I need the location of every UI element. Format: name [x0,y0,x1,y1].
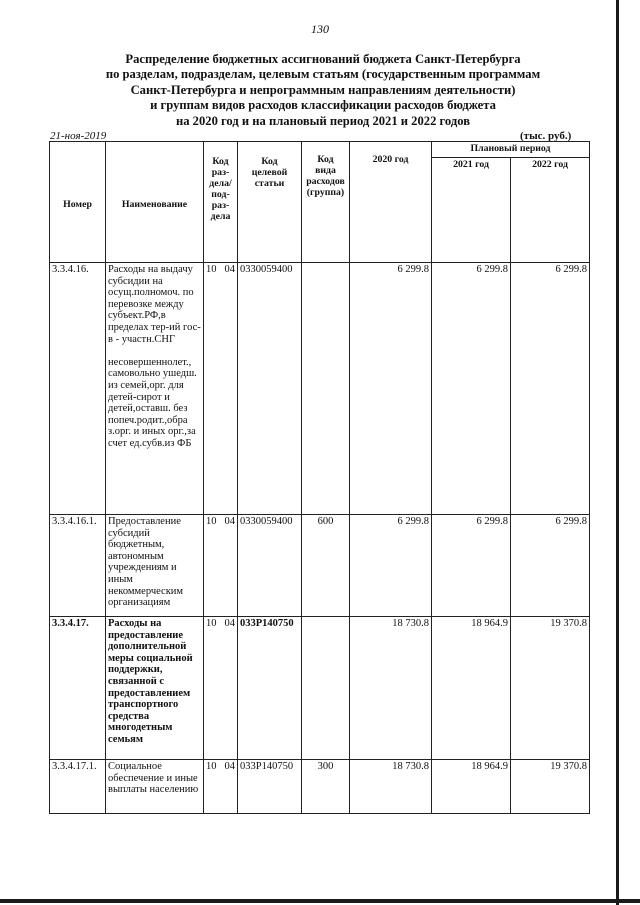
row-number: 3.3.4.17. [50,617,106,760]
row-value-2021: 18 964.9 [432,617,511,760]
row-subsection: 04 [224,761,235,772]
row-target-code: 0330059400 [238,263,302,515]
row-value-2020: 6 299.8 [350,263,432,515]
row-section: 10 [206,516,217,527]
row-target-code: 033P140750 [238,760,302,814]
row-value-2020: 18 730.8 [350,617,432,760]
title-line: Санкт-Петербурга и непрограммным направлениям деятельности) [130,82,516,97]
document-date: 21-ноя-2019 [50,130,107,142]
budget-table [49,141,590,814]
row-section: 10 [206,618,217,629]
row-subsection: 04 [224,264,235,275]
scan-border-bottom [0,899,640,903]
table-row [50,617,590,760]
row-value-2022: 6 299.8 [511,515,590,617]
row-subsection: 04 [224,516,235,527]
header-plan-period: Плановый период [432,142,590,158]
row-section-code [204,617,238,760]
header-name: Наименование [106,142,204,263]
row-value-2021: 18 964.9 [432,760,511,814]
row-name: Предоставление субсидий бюджетным, автономным учреждениям и иным некоммерческим организациям [106,515,204,617]
row-target-code: 033P140750 [238,617,302,760]
page-number: 130 [311,22,329,36]
row-name: Расходы на предоставление дополнительной меры социальной поддержки, связанной с предоставлением транспортного средства многодетным семьям [106,617,204,760]
document-title [40,52,606,129]
row-value-2022: 6 299.8 [511,263,590,515]
title-line: Распределение бюджетных ассигнований бюджета Санкт-Петербурга [125,52,521,66]
row-value-2020: 18 730.8 [350,760,432,814]
row-expense-type [302,617,350,760]
row-target-code: 0330059400 [238,515,302,617]
row-name: Социальное обеспечение и иные выплаты населению [106,760,204,814]
row-expense-type: 600 [302,515,350,617]
row-value-2021: 6 299.8 [432,263,511,515]
header-year-2021: 2021 год [432,158,511,263]
row-expense-type: 300 [302,760,350,814]
row-number: 3.3.4.17.1. [50,760,106,814]
row-value-2022: 19 370.8 [511,617,590,760]
row-section-code [204,515,238,617]
row-section-code [204,760,238,814]
table-row [50,263,590,515]
header-target-code: Код целевой статьи [238,142,302,263]
header-expense-type-code: Код вида расходов (группа) [302,142,350,263]
table-row [50,515,590,617]
row-subsection: 04 [224,618,235,629]
row-number: 3.3.4.16. [50,263,106,515]
scan-border-right [616,0,619,905]
row-section: 10 [206,264,217,275]
header-number: Номер [50,142,106,263]
row-value-2022: 19 370.8 [511,760,590,814]
header-year-2022: 2022 год [511,158,590,263]
header-year-2020: 2020 год [350,142,432,263]
row-section: 10 [206,761,217,772]
title-line: по разделам, подразделам, целевым статьям (государственным программам [105,67,541,82]
row-section-code [204,263,238,515]
table-header-row [50,142,590,158]
row-number: 3.3.4.16.1. [50,515,106,617]
row-expense-type [302,263,350,515]
row-value-2021: 6 299.8 [432,515,511,617]
title-line: и группам видов расходов классификации расходов бюджета [150,98,496,113]
row-name: Расходы на выдачу субсидии на осущ.полномоч. по перевозке между субъект.РФ,в пределах тер-ий гос-в - участн.СНГ несовершеннолет., самовольно ушедш. из семей,орг. для детей-сирот и детей,оставш. без попеч.родит.,обра з.орг. и иных орг.,за счет ед.субв.из ФБ [106,263,204,515]
units-label: (тыс. руб.) [520,130,572,142]
row-value-2020: 6 299.8 [350,515,432,617]
header-section-code: Код раз- дела/ под- раз- дела [204,142,238,263]
title-line: на 2020 год и на плановый период 2021 и 2022 годов [175,113,471,128]
table-row [50,760,590,814]
